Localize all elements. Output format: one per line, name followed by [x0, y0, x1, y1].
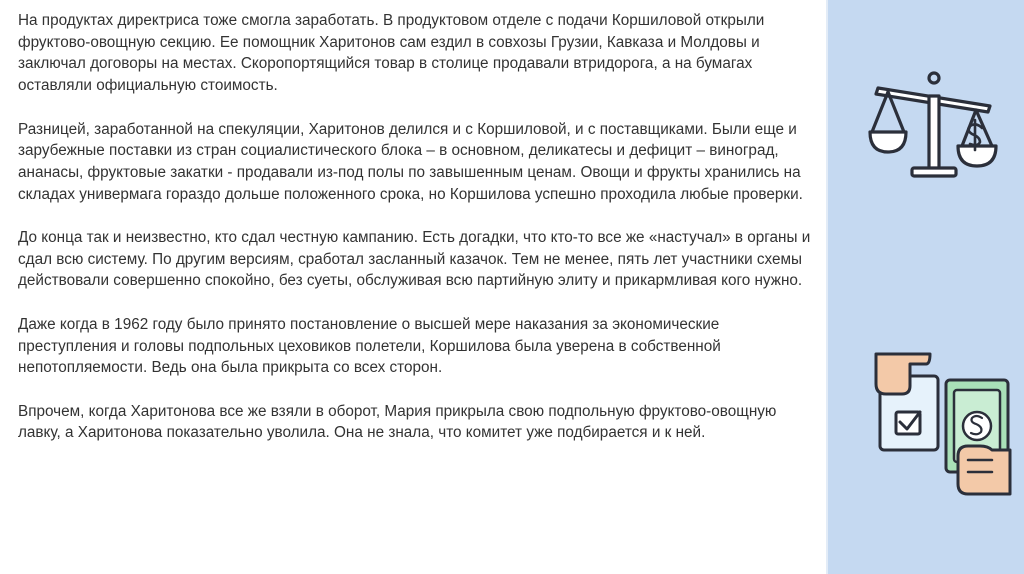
paragraph-3: До конца так и неизвестно, кто сдал честную кампанию. Есть догадки, что кто-то все же «настучал» в органы и сдал всю систему. По другим версиям, сработал засланный казачок. Тем не менее, пять лет участники схемы действовали совершенно спокойно, без суеты, обслуживая всю партийную элиту и прикармливая кого нужно. — [18, 229, 811, 290]
paragraph-4: Даже когда в 1962 году было принято постановление о высшей мере наказания за экономические преступления и головы подпольных цеховиков полетели, Коршилова была уверена в собственной непотопляемости. Ведь она была прикрыта со всех сторон. — [18, 315, 721, 377]
paragraph-1: На продуктах директриса тоже смогла заработать. В продуктовом отделе с подачи Коршиловой открыли фруктово-овощную секцию. Ее помощник Харитонов сам ездил в совхозы Грузии, Кавказа и Молдовы и заключал договоры на местах. Скоропортящийся товар в столице продавали втридорога, а на бумагах оставляли официальную стоимость. — [18, 12, 765, 95]
scale-dollar-icon — [868, 66, 1000, 186]
text-body — [18, 10, 818, 466]
paragraph-2: Разницей, заработанной на спекуляции, Харитонов делился и с Коршиловой, и с поставщиками. Были еще и зарубежные поставки из стран социалистического блока – в основном, деликатесы и дефицит – виноград, ананасы, фруктовые закатки - продавали из-под полы по завышенным ценам. Овощи и фрукты хранились на складах универмага гораздо дольше положенного срока, но Коршилова успешно проходила любые проверки. — [18, 120, 803, 203]
paragraph-5: Впрочем, когда Харитонова все же взяли в оборот, Мария прикрыла свою подпольную фруктово-овощную лавку, а Харитонова показательно уволила. Она не знала, что комитет уже подбирается и к ней. — [18, 402, 777, 442]
money-payment-icon — [872, 350, 1014, 498]
